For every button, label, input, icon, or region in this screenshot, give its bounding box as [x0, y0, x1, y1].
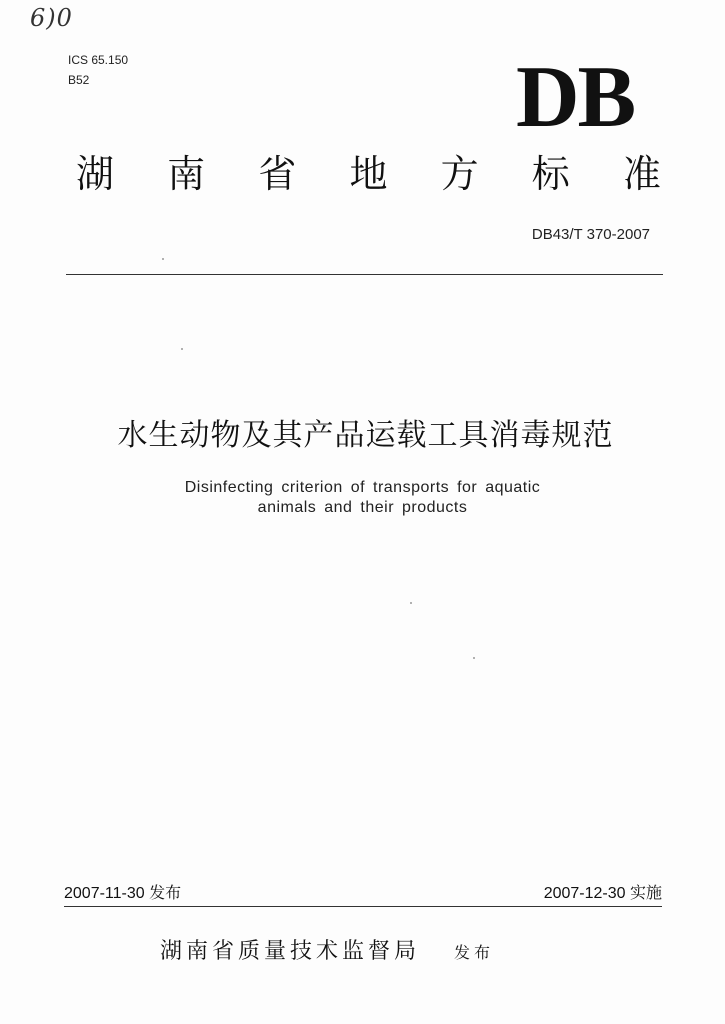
dates-row — [64, 880, 662, 903]
standard-type-char: 标 — [531, 152, 570, 196]
standard-type-char: 方 — [440, 152, 479, 196]
issuer-name: 湖南省质量技术监督局 — [160, 939, 421, 964]
handwritten-note: 6)0 — [30, 4, 73, 32]
issue-date: 2007-11-30 发布 — [64, 885, 182, 902]
scan-speck — [410, 602, 412, 604]
standard-type-char: 准 — [622, 152, 661, 196]
title-chinese: 水生动物及其产品运载工具消毒规范 — [117, 418, 614, 453]
bottom-divider — [64, 906, 662, 907]
ics-code: ICS 65.150 — [68, 53, 129, 67]
effective-date: 2007-12-30 实施 — [543, 885, 662, 902]
scan-speck — [181, 348, 183, 350]
title-english-line: animals and their products — [257, 499, 468, 516]
standard-type-heading — [76, 150, 661, 198]
standard-type-char: 地 — [349, 152, 388, 196]
issuer-row — [160, 934, 494, 965]
class-code: B52 — [68, 73, 90, 87]
standard-number: DB43/T 370-2007 — [531, 226, 650, 243]
standard-type-char: 湖 — [76, 152, 115, 196]
title-english — [0, 478, 725, 518]
top-divider — [66, 274, 663, 275]
db-logo: DB — [516, 49, 635, 146]
issuer-action: 发布 — [454, 943, 495, 962]
standard-type-char: 南 — [167, 152, 206, 196]
scan-speck — [162, 258, 164, 260]
classification-block — [68, 50, 128, 90]
scan-speck — [473, 657, 475, 659]
title-english-line: Disinfecting criterion of transports for aquatic — [184, 479, 541, 496]
standard-type-char: 省 — [258, 152, 297, 196]
